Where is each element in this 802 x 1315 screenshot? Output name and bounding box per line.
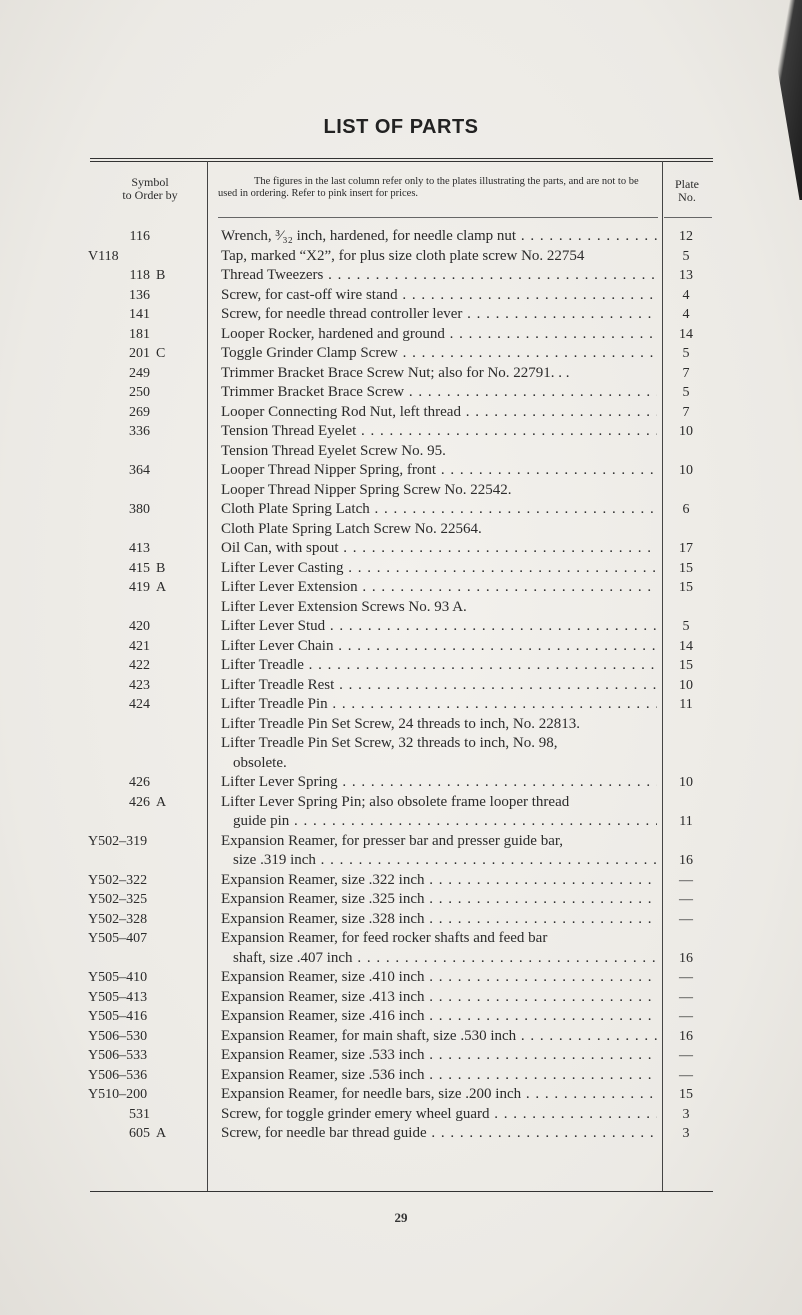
part-description: Looper Thread Nipper Spring, front . . . <box>221 461 657 480</box>
table-row <box>0 890 802 910</box>
table-row <box>0 695 802 715</box>
table-row <box>0 1027 802 1047</box>
plate-header-line2: No. <box>678 190 696 204</box>
part-description: Expansion Reamer, size .533 inch . . . <box>221 1046 657 1065</box>
part-description: Expansion Reamer, size .328 inch . . . <box>221 910 657 929</box>
part-description: Expansion Reamer, size .322 inch . . . <box>221 871 657 890</box>
plate-number: 11 <box>679 814 693 829</box>
symbol-suffix: A <box>156 580 167 595</box>
symbol-cell <box>88 871 180 890</box>
part-description: Lifter Lever Casting . . . <box>221 559 657 578</box>
table-row <box>0 734 802 754</box>
symbol-cell <box>110 754 180 773</box>
symbol-cell <box>110 461 180 480</box>
symbol-cell <box>110 656 180 675</box>
symbol-cell <box>110 1105 180 1124</box>
symbol-number: 336 <box>129 424 150 439</box>
plate-number: 16 <box>679 950 693 966</box>
table-row <box>0 910 802 930</box>
plate-number: 7 <box>682 404 690 420</box>
table-row <box>0 617 802 637</box>
plate-number: 16 <box>679 853 693 868</box>
symbol-number: 426 <box>129 794 150 810</box>
part-description: Trimmer Bracket Brace Screw Nut; also for No. 22791. . . <box>221 364 570 381</box>
part-description: Expansion Reamer, for feed rocker shafts and feed bar <box>221 930 548 946</box>
table-row <box>0 598 802 618</box>
symbol-cell <box>110 481 180 500</box>
symbol-cell <box>110 617 180 636</box>
symbol-cell <box>110 559 180 578</box>
symbol-suffix: A <box>156 1126 167 1141</box>
symbol-cell <box>88 247 180 266</box>
symbol-cell <box>110 266 180 285</box>
part-description: Wrench, ³⁄₃₂ inch, hardened, for needle clamp nut . . . <box>221 227 657 246</box>
top-rule <box>90 158 713 159</box>
table-row <box>0 832 802 852</box>
plate-column-header <box>666 178 708 204</box>
symbol-number: 269 <box>129 404 150 420</box>
table-row <box>0 559 802 579</box>
symbol-cell <box>110 695 180 714</box>
symbol-cell <box>110 364 180 383</box>
symbol-number: 420 <box>129 619 150 634</box>
symbol-cell <box>88 1066 180 1085</box>
table-row <box>0 851 802 871</box>
table-row <box>0 929 802 949</box>
table-row <box>0 1085 802 1105</box>
part-description: Lifter Lever Extension Screws No. 93 A. <box>221 598 467 615</box>
symbol-cell <box>110 325 180 344</box>
symbol-cell <box>110 1124 180 1143</box>
table-row <box>0 754 802 774</box>
part-description: Tension Thread Eyelet . . . <box>221 422 657 441</box>
symbol-cell <box>110 715 180 734</box>
part-description: Cloth Plate Spring Latch . . . <box>221 500 657 519</box>
part-description: Oil Can, with spout . . . <box>221 539 657 558</box>
symbol-cell <box>110 422 180 441</box>
part-description: Toggle Grinder Clamp Screw . . . <box>221 344 657 363</box>
table-row <box>0 1124 802 1144</box>
symbol-number: 413 <box>129 541 150 556</box>
page-title: LIST OF PARTS <box>323 116 479 138</box>
plate-number: 12 <box>679 229 693 244</box>
part-description: Lifter Treadle Pin Set Screw, 32 threads to inch, No. 98, <box>221 735 558 751</box>
symbol-number: Y502–325 <box>88 892 148 907</box>
symbol-number: Y506–530 <box>88 1028 148 1044</box>
symbol-number: 605 <box>129 1126 150 1141</box>
plate-number: 5 <box>682 619 690 634</box>
table-row <box>0 364 802 384</box>
symbol-header-line1: Symbol <box>131 175 169 189</box>
symbol-number: 364 <box>129 463 150 478</box>
symbol-cell <box>88 832 180 851</box>
plate-number: 16 <box>679 1028 693 1044</box>
symbol-cell <box>110 637 180 656</box>
plate-number: 5 <box>682 248 690 264</box>
plate-header-rule <box>664 217 712 218</box>
symbol-number: 426 <box>129 775 150 790</box>
symbol-suffix: C <box>156 346 166 361</box>
table-row <box>0 500 802 520</box>
part-description: shaft, size .407 inch . . . <box>221 949 657 968</box>
table-row <box>0 539 802 559</box>
part-description: Lifter Treadle . . . <box>221 656 657 675</box>
symbol-number: Y505–407 <box>88 931 148 946</box>
plate-number: 13 <box>679 268 693 283</box>
part-description: Trimmer Bracket Brace Screw . . . <box>221 383 657 402</box>
plate-number: — <box>679 1009 693 1024</box>
part-description: Lifter Lever Extension . . . <box>221 578 657 597</box>
symbol-cell <box>110 812 180 831</box>
part-description: Screw, for needle thread controller lever . . . <box>221 305 657 324</box>
plate-number: 14 <box>679 638 693 654</box>
table-row <box>0 266 802 286</box>
part-description: Expansion Reamer, for needle bars, size .200 inch . . . <box>221 1085 657 1104</box>
part-description: Expansion Reamer, size .536 inch . . . <box>221 1066 657 1085</box>
plate-number: — <box>679 911 693 927</box>
symbol-column-header <box>100 176 200 202</box>
table-row <box>0 442 802 462</box>
symbol-cell <box>110 520 180 539</box>
plate-number: 17 <box>679 541 693 556</box>
plate-number: 4 <box>682 287 690 303</box>
part-description: Lifter Treadle Rest . . . <box>221 676 657 695</box>
symbol-cell <box>88 968 180 987</box>
part-description: obsolete. <box>233 754 287 771</box>
symbol-number: 250 <box>129 385 150 400</box>
symbol-cell <box>110 793 180 812</box>
table-row <box>0 676 802 696</box>
table-row <box>0 247 802 267</box>
table-row <box>0 656 802 676</box>
plate-header-line1: Plate <box>675 177 699 191</box>
symbol-cell <box>88 1027 180 1046</box>
symbol-number: V118 <box>88 248 119 264</box>
table-row <box>0 520 802 540</box>
symbol-suffix: A <box>156 794 167 810</box>
symbol-number: 380 <box>129 502 150 517</box>
table-row <box>0 812 802 832</box>
part-description: Lifter Treadle Pin . . . <box>221 695 657 714</box>
symbol-cell <box>88 890 180 909</box>
part-description: Screw, for needle bar thread guide . . . <box>221 1124 657 1143</box>
symbol-number: 181 <box>129 326 150 342</box>
table-row <box>0 305 802 325</box>
table-row <box>0 227 802 247</box>
plate-number: — <box>679 892 693 907</box>
part-description: Tap, marked “X2”, for plus size cloth plate screw No. 22754 <box>221 247 585 264</box>
symbol-number: 116 <box>129 229 150 244</box>
symbol-cell <box>110 500 180 519</box>
part-description: size .319 inch . . . <box>221 851 657 870</box>
symbol-cell <box>110 383 180 402</box>
symbol-cell <box>110 227 180 246</box>
part-description: Looper Rocker, hardened and ground . . . <box>221 325 657 344</box>
table-row <box>0 1066 802 1086</box>
symbol-cell <box>110 676 180 695</box>
plate-number: — <box>679 970 693 985</box>
symbol-number: 415 <box>129 560 150 576</box>
table-row <box>0 325 802 345</box>
symbol-number: Y502–322 <box>88 872 148 888</box>
folded-corner <box>742 0 802 200</box>
symbol-number: Y505–413 <box>88 989 148 1005</box>
symbol-suffix: B <box>156 560 166 576</box>
symbol-number: 141 <box>129 307 150 322</box>
symbol-number: 201 <box>129 346 150 361</box>
table-row <box>0 793 802 813</box>
description-column-note: The figures in the last column refer only to the plates illustrating the parts, and are not to be used in ordering. Refer to pink insert for prices. <box>218 176 639 199</box>
symbol-cell <box>110 851 180 870</box>
symbol-suffix: B <box>156 268 166 283</box>
table-row <box>0 286 802 306</box>
table-row <box>0 1105 802 1125</box>
part-description: Lifter Lever Spring Pin; also obsolete frame looper thread <box>221 793 570 810</box>
part-description: Lifter Treadle Pin Set Screw, 24 threads to inch, No. 22813. <box>221 715 580 732</box>
part-description: Thread Tweezers . . . <box>221 266 657 285</box>
symbol-number: 531 <box>129 1106 150 1122</box>
part-description: Lifter Lever Chain . . . <box>221 637 657 656</box>
part-description: Expansion Reamer, size .325 inch . . . <box>221 890 657 909</box>
part-description: Expansion Reamer, size .410 inch . . . <box>221 968 657 987</box>
part-description: guide pin . . . <box>221 812 657 831</box>
table-row <box>0 461 802 481</box>
parts-list <box>0 227 802 1144</box>
symbol-number: 419 <box>129 580 150 595</box>
plate-number: 3 <box>682 1126 690 1141</box>
symbol-number: 118 <box>129 268 150 283</box>
table-row <box>0 344 802 364</box>
plate-number: 10 <box>679 775 693 790</box>
table-row <box>0 988 802 1008</box>
table-row <box>0 773 802 793</box>
plate-number: 11 <box>679 697 693 712</box>
part-description: Expansion Reamer, for main shaft, size .530 inch . . . <box>221 1027 657 1046</box>
symbol-cell <box>110 286 180 305</box>
symbol-cell <box>110 539 180 558</box>
part-description: Screw, for toggle grinder emery wheel guard . . . <box>221 1105 657 1124</box>
table-row <box>0 578 802 598</box>
table-row <box>0 968 802 988</box>
symbol-cell <box>110 403 180 422</box>
plate-number: 15 <box>679 1087 693 1102</box>
plate-number: 5 <box>682 346 690 361</box>
plate-number: 10 <box>679 677 693 693</box>
symbol-cell <box>88 929 180 948</box>
symbol-cell <box>88 988 180 1007</box>
table-row <box>0 383 802 403</box>
symbol-number: Y502–328 <box>88 911 148 927</box>
plate-number: 10 <box>679 463 693 478</box>
plate-number: — <box>679 1048 693 1063</box>
symbol-number: 249 <box>129 365 150 381</box>
plate-number: 7 <box>682 365 690 381</box>
symbol-cell <box>110 344 180 363</box>
top-rule-2 <box>90 161 713 162</box>
plate-number: 6 <box>682 502 690 517</box>
symbol-number: Y506–533 <box>88 1048 148 1063</box>
table-row <box>0 481 802 501</box>
plate-number: 4 <box>682 307 690 322</box>
part-description: Tension Thread Eyelet Screw No. 95. <box>221 442 446 459</box>
plate-number: 5 <box>682 385 690 400</box>
symbol-cell <box>110 442 180 461</box>
symbol-number: 421 <box>129 638 150 654</box>
table-row <box>0 715 802 735</box>
symbol-cell <box>88 1085 180 1104</box>
symbol-number: Y506–536 <box>88 1067 148 1083</box>
table-row <box>0 1046 802 1066</box>
symbol-header-line2: to Order by <box>122 188 178 202</box>
symbol-number: 136 <box>129 287 150 303</box>
table-row <box>0 403 802 423</box>
symbol-cell <box>110 773 180 792</box>
bottom-rule <box>90 1191 713 1192</box>
table-row <box>0 1007 802 1027</box>
table-row <box>0 871 802 891</box>
part-description: Lifter Lever Spring . . . <box>221 773 657 792</box>
part-description: Expansion Reamer, for presser bar and presser guide bar, <box>221 832 564 849</box>
symbol-number: Y505–410 <box>88 970 148 985</box>
part-description: Cloth Plate Spring Latch Screw No. 22564. <box>221 520 482 537</box>
symbol-number: Y510–200 <box>88 1087 148 1102</box>
part-description: Looper Connecting Rod Nut, left thread . . . <box>221 403 657 422</box>
header-rule <box>218 217 658 218</box>
symbol-number: 423 <box>129 677 150 693</box>
part-description: Looper Thread Nipper Spring Screw No. 22542. <box>221 481 512 498</box>
plate-number: 15 <box>679 560 693 576</box>
symbol-cell <box>110 578 180 597</box>
symbol-cell <box>110 598 180 617</box>
symbol-cell <box>88 910 180 929</box>
table-row <box>0 637 802 657</box>
plate-number: 10 <box>679 424 693 439</box>
plate-number: 14 <box>679 326 693 342</box>
symbol-cell <box>88 1046 180 1065</box>
symbol-number: Y502–319 <box>88 833 148 849</box>
symbol-cell <box>110 949 180 968</box>
plate-number: — <box>679 1067 693 1083</box>
part-description: Expansion Reamer, size .416 inch . . . <box>221 1007 657 1026</box>
table-row <box>0 949 802 969</box>
part-description: Expansion Reamer, size .413 inch . . . <box>221 988 657 1007</box>
symbol-number: 422 <box>129 658 150 673</box>
symbol-cell <box>110 734 180 753</box>
plate-number: — <box>679 989 693 1005</box>
part-description: Lifter Lever Stud . . . <box>221 617 657 636</box>
plate-number: 15 <box>679 658 693 673</box>
symbol-cell <box>110 305 180 324</box>
symbol-number: 424 <box>129 697 150 712</box>
symbol-number: Y505–416 <box>88 1009 148 1024</box>
symbol-cell <box>88 1007 180 1026</box>
part-description: Screw, for cast-off wire stand . . . <box>221 286 657 305</box>
plate-number: — <box>679 872 693 888</box>
plate-number: 3 <box>682 1106 690 1122</box>
plate-number: 15 <box>679 580 693 595</box>
page-number: 29 <box>394 1210 408 1225</box>
table-row <box>0 422 802 442</box>
